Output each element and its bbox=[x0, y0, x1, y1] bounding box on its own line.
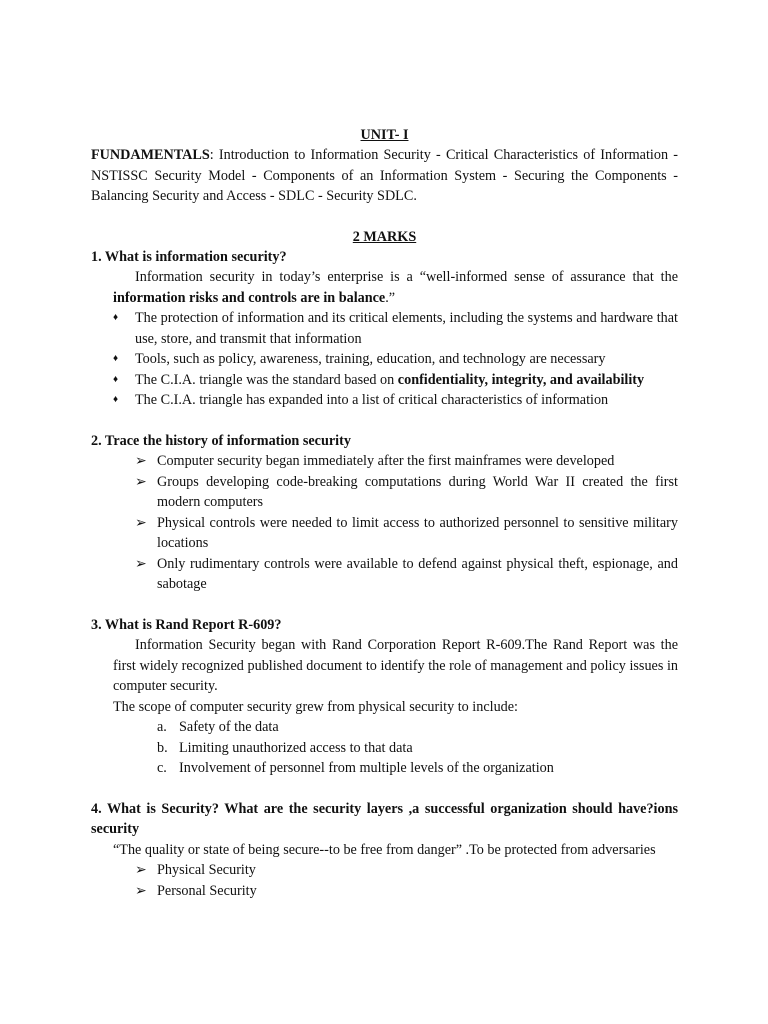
list-item bbox=[91, 758, 678, 779]
list-item bbox=[91, 881, 678, 902]
diamond-bullet-icon: ♦ bbox=[113, 353, 119, 364]
list-item bbox=[91, 554, 678, 595]
arrow-bullet-icon: ➢ bbox=[135, 555, 147, 572]
diamond-bullet-icon: ♦ bbox=[113, 312, 119, 323]
list-item bbox=[91, 349, 678, 370]
list-item bbox=[91, 390, 678, 411]
list-item-text: Physical Security bbox=[157, 862, 256, 878]
list-item-text: Tools, such as policy, awareness, training, education, and technology are necessary bbox=[135, 351, 606, 367]
list-item-text: Safety of the data bbox=[179, 719, 279, 735]
list-item bbox=[91, 472, 678, 513]
arrow-bullet-icon: ➢ bbox=[135, 453, 147, 469]
arrow-bullet-icon: ➢ bbox=[135, 882, 147, 899]
list-item-text: Only rudimentary controls were available to defend against physical theft, espionage, and sabotage bbox=[157, 555, 678, 592]
list-marker: c. bbox=[157, 760, 167, 776]
answer-4 bbox=[113, 840, 678, 902]
document-page bbox=[91, 125, 678, 901]
answer-3-paragraph-2: The scope of computer security grew from physical security to include: bbox=[113, 698, 519, 715]
fundamentals-text: : Introduction to Information Security - Critical Characteristics of Information - NSTISSC Security Model - Components of an Information System - Securing the Components - Balancing Security and Access - SDLC - Security SDLC. bbox=[91, 147, 678, 204]
list-item bbox=[91, 513, 678, 554]
list-item-text: Involvement of personnel from multiple levels of the organization bbox=[179, 760, 554, 776]
question-1: 1. What is information security? bbox=[91, 248, 287, 265]
answer-1-paragraph bbox=[113, 267, 678, 308]
list-item bbox=[91, 738, 678, 759]
answer-4-paragraph: “The quality or state of being secure--to be free from danger” .To be protected from adversaries bbox=[113, 841, 656, 858]
list-marker: a. bbox=[157, 719, 167, 735]
list-item bbox=[91, 717, 678, 738]
list-item-text: The C.I.A. triangle was the standard based on bbox=[135, 371, 398, 388]
answer-3 bbox=[113, 635, 678, 779]
answer-3-paragraph-1: Information Security began with Rand Corporation Report R-609.The Rand Report was the first widely recognized published document to identify the role of management and policy issues in computer security. bbox=[113, 637, 678, 694]
unit-title: UNIT- I bbox=[360, 127, 409, 143]
arrow-bullet-icon: ➢ bbox=[135, 514, 147, 531]
list-item-text: The C.I.A. triangle has expanded into a list of critical characteristics of information bbox=[135, 392, 609, 408]
list-item-text: Limiting unauthorized access to that data bbox=[179, 739, 413, 756]
answer-2-list bbox=[91, 451, 678, 595]
answer-1-text-end: .” bbox=[385, 289, 396, 306]
question-2: 2. Trace the history of information security bbox=[91, 432, 351, 449]
question-4: 4. What is Security? What are the security layers ,a successful organization should have?ions security bbox=[91, 800, 678, 837]
diamond-bullet-icon: ♦ bbox=[113, 373, 119, 385]
list-item bbox=[91, 370, 678, 391]
list-item-text: Physical controls were needed to limit access to authorized personnel to sensitive military locations bbox=[157, 514, 678, 551]
list-item-text: Groups developing code-breaking computations during World War II created the first modern computers bbox=[157, 473, 678, 510]
arrow-bullet-icon: ➢ bbox=[135, 473, 147, 490]
diamond-bullet-icon: ♦ bbox=[113, 394, 119, 405]
list-item-text: Computer security began immediately after the first mainframes were developed bbox=[157, 453, 615, 469]
list-item-text: Personal Security bbox=[157, 882, 257, 899]
question-3: 3. What is Rand Report R-609? bbox=[91, 616, 282, 633]
answer-1-text-bold: information risks and controls are in balance bbox=[113, 289, 386, 306]
arrow-bullet-icon: ➢ bbox=[135, 862, 147, 878]
fundamentals-label: FUNDAMENTALS bbox=[91, 147, 210, 163]
answer-1-bullets bbox=[91, 308, 678, 411]
list-item bbox=[91, 860, 678, 881]
list-item-text: The protection of information and its critical elements, including the systems and hardware that use, store, and transmit that information bbox=[135, 310, 678, 347]
fundamentals-paragraph bbox=[91, 145, 678, 207]
answer-1 bbox=[113, 267, 678, 411]
answer-3-list bbox=[91, 717, 678, 779]
answer-1-text-start: Information security in today’s enterprise is a “well-informed sense of assurance that the bbox=[135, 269, 678, 285]
marks-heading: 2 MARKS bbox=[352, 228, 417, 245]
list-item bbox=[91, 451, 678, 472]
list-item bbox=[91, 308, 678, 349]
list-marker: b. bbox=[157, 739, 168, 756]
answer-4-list bbox=[91, 860, 678, 901]
list-item-bold-text: confidentiality, integrity, and availability bbox=[397, 371, 645, 388]
